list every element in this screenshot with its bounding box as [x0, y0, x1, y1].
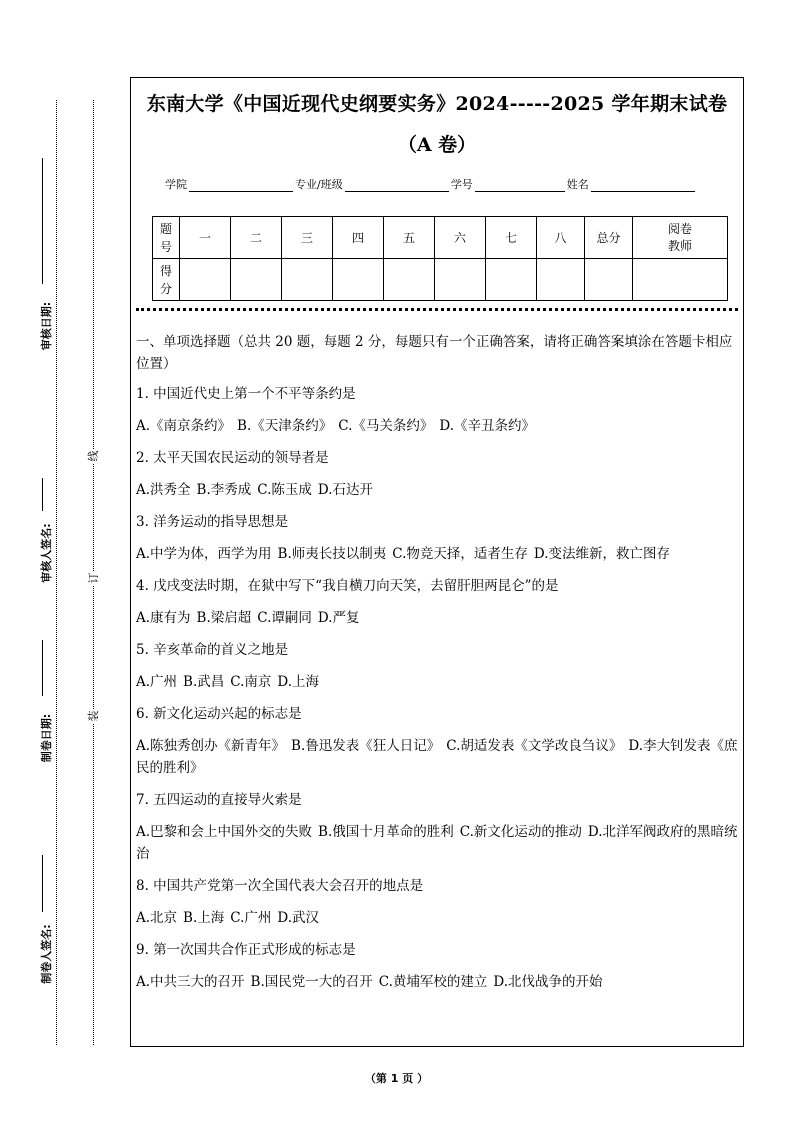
question-options: [136, 543, 739, 565]
col-header-7: 七: [486, 217, 537, 259]
student-info-row: [165, 176, 697, 192]
question-stem: 1. 中国近代史上第一个不平等条约是: [136, 386, 356, 402]
col-header-teacher: 阅卷 教师: [633, 217, 728, 259]
option-b: B.李秀成: [196, 482, 252, 498]
col-header-4: 四: [333, 217, 384, 259]
score-table-score-row: [153, 259, 728, 301]
question-stem: 7. 五四运动的直接导火索是: [136, 792, 302, 808]
option-c: C.黄埔军校的建立: [378, 974, 488, 990]
option-c: C.胡适发表《文学改良刍议》: [446, 738, 623, 754]
binding-line-outer: [56, 100, 57, 1045]
option-b: B.俄国十月革命的胜利: [318, 824, 454, 840]
score-table-header-row: [153, 217, 728, 259]
option-c: C.谭嗣同: [257, 610, 312, 626]
option-d: D.变法维新，救亡图存: [533, 546, 671, 562]
col-header-3: 三: [282, 217, 333, 259]
question-stem: 2. 太平天国农民运动的领导者是: [136, 450, 329, 466]
reviewer-sign-label: 审核人签名:: [38, 511, 54, 595]
option-a: A.北京: [136, 910, 178, 926]
col-header-2: 二: [231, 217, 282, 259]
binding-char-ding: 订: [87, 572, 100, 584]
option-d: D.上海: [277, 674, 320, 690]
field-college-blank[interactable]: [189, 179, 293, 192]
option-c: C.《马关条约》: [338, 418, 434, 434]
field-college-label: 学院: [165, 178, 187, 191]
option-c: C.南京: [230, 674, 272, 690]
option-c: C.新文化运动的推动: [459, 824, 582, 840]
question-stem: 3. 洋务运动的指导思想是: [136, 514, 289, 530]
make-date-label: 制卷日期:: [38, 696, 54, 780]
option-a: A.洪秀全: [136, 482, 191, 498]
option-d: D.严复: [317, 610, 360, 626]
exam-title: 东南大学《中国近现代史纲要实务》2024-----2025 学年期末试卷: [146, 93, 728, 115]
binding-char-xian: 线: [87, 450, 100, 462]
question-options: [136, 821, 739, 865]
question-options: [136, 735, 739, 779]
review-date-blank: [42, 158, 43, 298]
score-cell[interactable]: [384, 259, 435, 301]
dotted-separator: [136, 308, 738, 311]
col-header-1: 一: [180, 217, 231, 259]
page-number: （第 1 页 ）: [364, 1072, 429, 1085]
score-total-cell[interactable]: [585, 259, 633, 301]
question-stem: 5. 辛亥革命的首义之地是: [136, 642, 289, 658]
option-a: A.巴黎和会上中国外交的失败: [136, 824, 313, 840]
field-id-label: 学号: [450, 178, 473, 191]
option-b: B.《天津条约》: [237, 418, 333, 434]
score-cell[interactable]: [435, 259, 486, 301]
score-cell[interactable]: [231, 259, 282, 301]
option-c: C.陈玉成: [257, 482, 312, 498]
option-a: A.陈独秀创办《新青年》: [136, 738, 286, 754]
col-header-5: 五: [384, 217, 435, 259]
option-b: B.上海: [183, 910, 225, 926]
option-a: A.康有为: [136, 610, 191, 626]
col-header-total: 总分: [585, 217, 633, 259]
option-d: D.北伐战争的开始: [493, 974, 603, 990]
score-label-cell: 得 分: [153, 259, 180, 301]
option-b: B.国民党一大的召开: [250, 974, 373, 990]
option-d: D.《辛丑条约》: [439, 418, 536, 434]
option-d: D.石达开: [317, 482, 374, 498]
maker-sign-label: 制卷人签名:: [38, 912, 54, 996]
option-d: D.北洋军阀政府的黑暗统治: [136, 824, 738, 862]
option-b: B.师夷长技以制夷: [277, 546, 387, 562]
option-b: B.梁启超: [196, 610, 252, 626]
option-c: C.物竞天择，适者生存: [392, 546, 528, 562]
field-major-label: 专业/班级: [295, 178, 343, 191]
option-a: A.广州: [136, 674, 178, 690]
score-cell[interactable]: [180, 259, 231, 301]
option-b: B.鲁迅发表《狂人日记》: [291, 738, 441, 754]
score-cell[interactable]: [333, 259, 384, 301]
question-options: [136, 479, 739, 501]
field-name-blank[interactable]: [591, 179, 695, 192]
question-stem: 4. 戊戌变法时期，在狱中写下“我自横刀向天笑，去留肝胆两昆仑”的是: [136, 578, 559, 594]
score-cell[interactable]: [282, 259, 333, 301]
question-options: [136, 671, 739, 693]
question-options: [136, 907, 739, 929]
field-name-label: 姓名: [566, 178, 589, 191]
review-date-label: 审核日期:: [38, 284, 54, 368]
option-d: D.李大钊发表《庶民的胜利》: [136, 738, 738, 776]
score-teacher-cell[interactable]: [633, 259, 728, 301]
section-heading: 一、单项选择题（总共 20 题，每题 2 分，每题只有一个正确答案，请将正确答案填涂在答题卡相应位置）: [136, 334, 733, 372]
option-d: D.武汉: [277, 910, 320, 926]
question-options: [136, 607, 739, 629]
question-options: [136, 415, 739, 437]
field-major-blank[interactable]: [345, 179, 449, 192]
score-cell[interactable]: [537, 259, 585, 301]
option-a: A.中共三大的召开: [136, 974, 245, 990]
score-cell[interactable]: [486, 259, 537, 301]
question-options: [136, 971, 739, 993]
header-label-cell: 题 号: [153, 217, 180, 259]
question-stem: 9. 第一次国共合作正式形成的标志是: [136, 942, 356, 958]
question-list: [136, 383, 739, 993]
score-table: [152, 216, 728, 301]
exam-frame: [130, 77, 744, 1047]
maker-sign-blank: [42, 855, 43, 915]
question-stem: 6. 新文化运动兴起的标志是: [136, 706, 302, 722]
option-a: A.《南京条约》: [136, 418, 232, 434]
exam-subtitle: （A 卷）: [397, 134, 477, 156]
question-stem: 8. 中国共产党第一次全国代表大会召开的地点是: [136, 878, 424, 894]
option-a: A.中学为体，西学为用: [136, 546, 272, 562]
option-c: C.广州: [230, 910, 272, 926]
question-area: [136, 331, 739, 1003]
option-b: B.武昌: [183, 674, 225, 690]
col-header-8: 八: [537, 217, 585, 259]
field-id-blank[interactable]: [475, 179, 565, 192]
binding-char-zhuang: 装: [87, 710, 100, 722]
col-header-6: 六: [435, 217, 486, 259]
